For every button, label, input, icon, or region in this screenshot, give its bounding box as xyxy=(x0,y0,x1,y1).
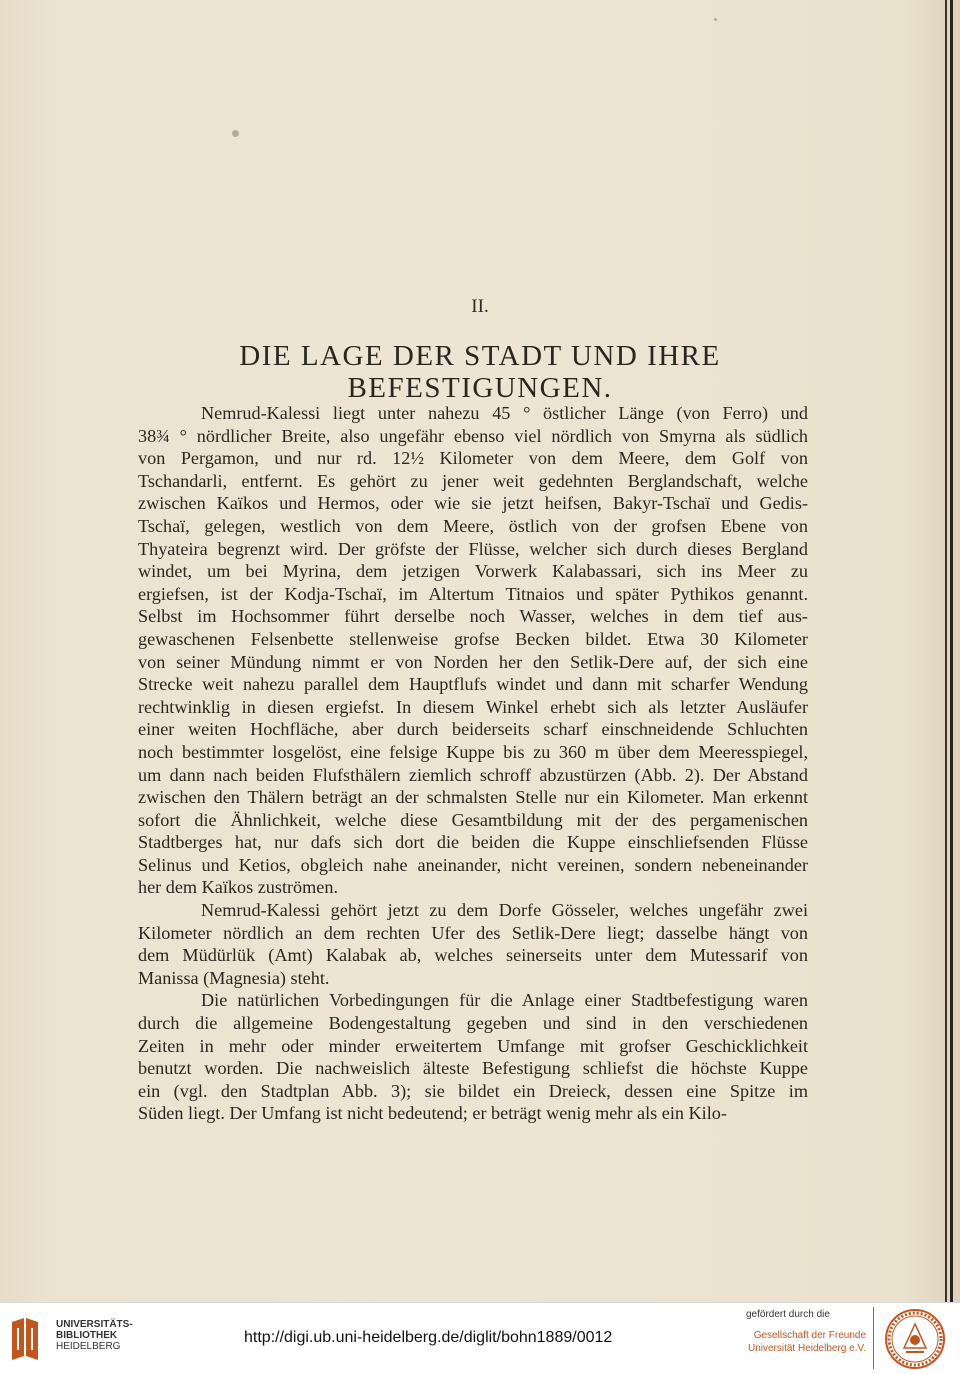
text-line: Strecke weit nahezu parallel dem Hauptflufs windet und dann mit scharfer Wendung xyxy=(138,674,808,695)
text-line: zwischen den Thälern beträgt an der schmalsten Stelle nur ein Kilometer. Man erkennt xyxy=(138,787,808,808)
text-line: Kilometer nördlich an dem rechten Ufer des Setlik-Dere liegt; dasselbe hängt von xyxy=(138,922,808,943)
text-line: von Pergamon, und nur rd. 12½ Kilometer von dem Meere, dem Golf von xyxy=(138,448,808,469)
sponsor-name-line: Gesellschaft der Freunde xyxy=(753,1330,866,1341)
page-edge-line xyxy=(945,0,947,1302)
text-line: 38¾ ° nördlicher Breite, also ungefähr ebenso viel nördlich von Smyrna als südlich xyxy=(138,425,808,446)
text-line: dem Müdürlük (Amt) Kalabak ab, welches seinerseits unter dem Mutessarif von xyxy=(138,945,808,966)
chapter-title xyxy=(140,340,820,404)
text-line: Selinus und Ketios, obgleich nahe aneinander, nicht vereinen, sondern nebeneinander xyxy=(138,854,808,875)
chapter-title-line: DIE LAGE DER STADT UND IHRE xyxy=(239,340,721,372)
sponsor-divider xyxy=(873,1307,874,1369)
text-line: ergiefsen, ist der Kodja-Tschaï, im Altertum Titnaios und später Pythikos genannt. xyxy=(138,583,808,604)
text-line: benutzt worden. Die nachweislich älteste Befestigung schliefst die höchste Kuppe xyxy=(138,1058,808,1079)
paragraph xyxy=(138,989,808,1125)
text-line: windet, um bei Myrina, dem jetzigen Vorwerk Kalabassari, sich ins Meer zu xyxy=(138,561,808,582)
text-line: ein (vgl. den Stadtplan Abb. 3); sie bildet ein Dreieck, dessen eine Spitze im xyxy=(138,1080,808,1101)
text-line: durch die allgemeine Bodengestaltung gegeben und sind in den verschiedenen xyxy=(138,1013,808,1034)
sponsor-name-line: Universität Heidelberg e.V. xyxy=(747,1343,866,1354)
text-line: Die natürlichen Vorbedingungen für die Anlage einer Stadtbefestigung waren xyxy=(201,990,808,1011)
text-line: rechtwinklig in diesen ergiefst. In diesem Winkel erhebt sich als letzter Ausläufer xyxy=(138,696,808,717)
footer-bar xyxy=(0,1302,960,1374)
text-line: von seiner Mündung nimmt er von Norden her den Setlik-Dere auf, der sich eine xyxy=(138,651,808,672)
paragraph xyxy=(138,899,808,989)
library-name xyxy=(56,1319,133,1352)
library-logo-icon xyxy=(8,1314,52,1364)
paper-speck xyxy=(714,18,717,21)
text-line: Selbst im Hochsommer führt derselbe noch Wasser, welches in dem tief aus- xyxy=(138,606,808,627)
text-line: gewaschenen Felsenbette stellenweise grofse Becken bildet. Etwa 30 Kilometer xyxy=(138,628,808,649)
paper-speck xyxy=(232,130,239,137)
library-name-line: BIBLIOTHEK xyxy=(56,1330,118,1341)
library-name-line: UNIVERSITÄTS- xyxy=(56,1319,133,1330)
page-edge-line xyxy=(950,0,953,1302)
body-text xyxy=(138,402,808,1125)
sponsor-name xyxy=(746,1329,866,1355)
text-line: Manissa (Magnesia) steht. xyxy=(138,967,330,988)
permalink-link[interactable]: http://digi.ub.uni-heidelberg.de/diglit/bohn1889/0012 xyxy=(244,1329,613,1346)
text-line: Nemrud-Kalessi liegt unter nahezu 45 ° östlicher Länge (von Ferro) und xyxy=(201,403,808,423)
text-line: Thyateira begrenzt wird. Der gröfste der Flüsse, welcher sich durch dieses Bergland xyxy=(138,538,808,559)
text-line: um dann nach beiden Flufsthälern ziemlich schroff abzustürzen (Abb. 2). Der Abstand xyxy=(138,764,808,785)
text-line: einer weiten Hochfläche, aber durch beiderseits scharf einschneidende Schluchten xyxy=(138,719,808,740)
text-line: Süden liegt. Der Umfang ist nicht bedeutend; er beträgt wenig mehr als ein Kilo- xyxy=(138,1103,727,1124)
text-line: zwischen Kaïkos und Hermos, oder wie sie jetzt heifsen, Bakyr-Tschaï und Gedis- xyxy=(138,493,808,514)
chapter-title-line: BEFESTIGUNGEN. xyxy=(347,372,613,404)
sponsor-label: gefördert durch die xyxy=(746,1309,830,1320)
text-line: sofort die Ähnlichkeit, welche diese Gesamtbildung mit der des pergamenischen xyxy=(138,809,808,830)
text-line: Nemrud-Kalessi gehört jetzt zu dem Dorfe Gösseler, welches ungefähr zwei xyxy=(201,900,808,921)
chapter-number: II. xyxy=(471,296,489,317)
paragraph xyxy=(138,402,808,899)
text-line: noch bestimmter losgelöst, eine felsige Kuppe bis zu 360 m über dem Meeresspiegel, xyxy=(138,741,808,762)
text-line: her dem Kaïkos zuströmen. xyxy=(138,877,339,898)
text-line: Tschandarli, entfernt. Es gehört zu jener weit gedehnten Berglandschaft, welche xyxy=(138,470,808,491)
university-seal-icon xyxy=(884,1308,946,1370)
text-line: Tschaï, gelegen, westlich von dem Meere, östlich von der grofsen Ebene von xyxy=(138,515,808,536)
text-line: Zeiten in mehr oder minder erweitertem Umfange mit grofser Geschicklichkeit xyxy=(138,1035,808,1056)
text-line: Stadtberges hat, nur dafs sich dort die beiden die Kuppe einschliefsenden Flüsse xyxy=(138,832,808,853)
library-name-line: HEIDELBERG xyxy=(56,1341,121,1352)
